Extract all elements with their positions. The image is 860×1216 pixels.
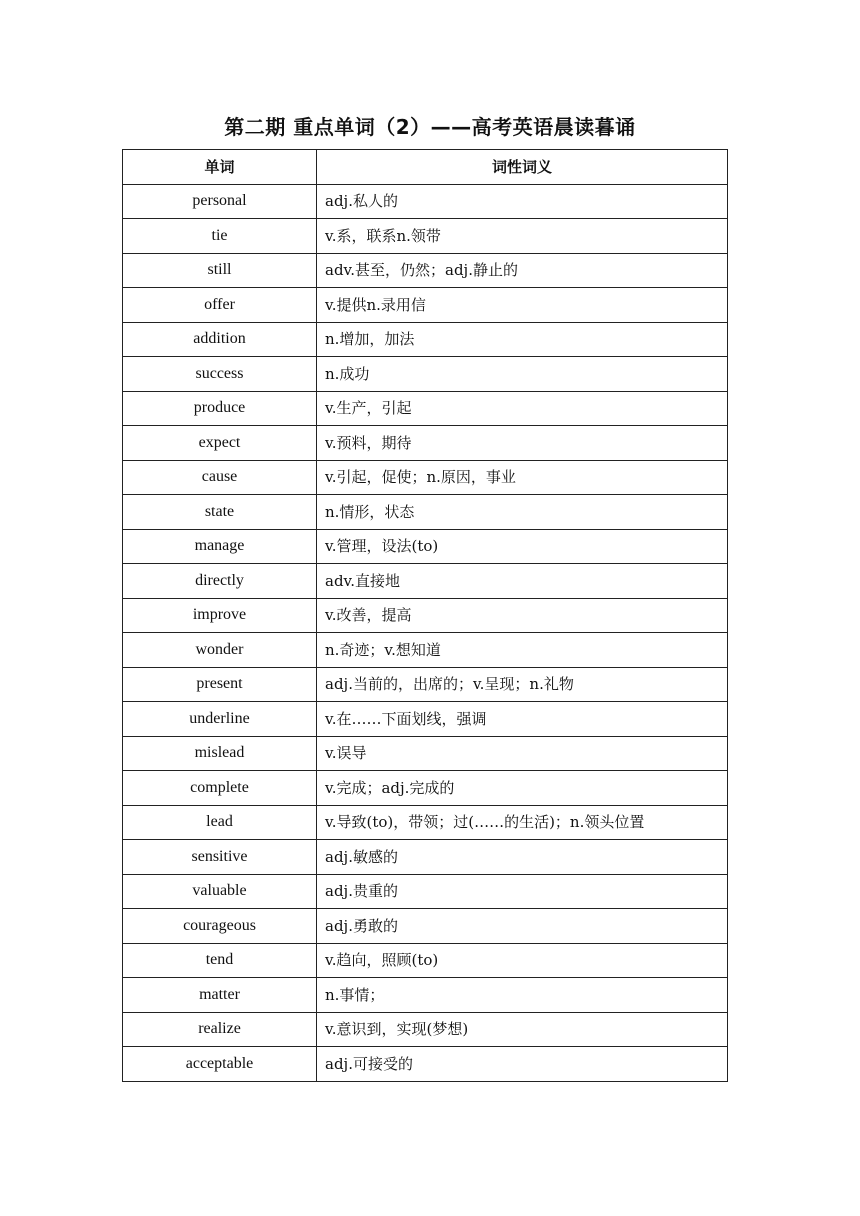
table-row xyxy=(123,564,728,599)
meaning-cell: adj.敏感的 xyxy=(317,840,728,875)
meaning-cell: n.增加，加法 xyxy=(317,322,728,357)
meaning-cell: v.系，联系n.领带 xyxy=(317,219,728,254)
word-cell: acceptable xyxy=(123,1047,317,1082)
table-row xyxy=(123,805,728,840)
word-cell: addition xyxy=(123,322,317,357)
word-cell: state xyxy=(123,495,317,530)
word-cell: improve xyxy=(123,598,317,633)
meaning-cell: n.情形，状态 xyxy=(317,495,728,530)
table-row xyxy=(123,322,728,357)
word-cell: offer xyxy=(123,288,317,323)
word-cell: lead xyxy=(123,805,317,840)
table-row xyxy=(123,633,728,668)
word-cell: valuable xyxy=(123,874,317,909)
table-row xyxy=(123,667,728,702)
header-word: 单词 xyxy=(123,150,317,185)
table-row xyxy=(123,357,728,392)
word-cell: expect xyxy=(123,426,317,461)
meaning-cell: v.改善，提高 xyxy=(317,598,728,633)
table-row xyxy=(123,288,728,323)
word-cell: personal xyxy=(123,184,317,219)
table-row xyxy=(123,840,728,875)
table-row xyxy=(123,184,728,219)
table-row xyxy=(123,978,728,1013)
meaning-cell: adv.甚至，仍然；adj.静止的 xyxy=(317,253,728,288)
meaning-cell: adj.贵重的 xyxy=(317,874,728,909)
meaning-cell: adj.可接受的 xyxy=(317,1047,728,1082)
meaning-cell: adj.私人的 xyxy=(317,184,728,219)
table-row xyxy=(123,460,728,495)
meaning-cell: adj.勇敢的 xyxy=(317,909,728,944)
word-cell: still xyxy=(123,253,317,288)
page-title: 第二期 重点单词（2）——高考英语晨读暮诵 xyxy=(224,115,636,139)
word-cell: directly xyxy=(123,564,317,599)
meaning-cell: v.意识到，实现(梦想) xyxy=(317,1012,728,1047)
table-row xyxy=(123,874,728,909)
word-cell: produce xyxy=(123,391,317,426)
word-cell: tie xyxy=(123,219,317,254)
word-cell: complete xyxy=(123,771,317,806)
meaning-cell: v.在……下面划线，强调 xyxy=(317,702,728,737)
word-cell: wonder xyxy=(123,633,317,668)
meaning-cell: v.引起，促使；n.原因，事业 xyxy=(317,460,728,495)
word-cell: realize xyxy=(123,1012,317,1047)
meaning-cell: adv.直接地 xyxy=(317,564,728,599)
table-row xyxy=(123,391,728,426)
word-cell: mislead xyxy=(123,736,317,771)
table-row xyxy=(123,909,728,944)
table-row xyxy=(123,702,728,737)
table-row xyxy=(123,736,728,771)
meaning-cell: n.成功 xyxy=(317,357,728,392)
meaning-cell: v.导致(to)，带领；过(……的生活)；n.领头位置 xyxy=(317,805,728,840)
meaning-cell: v.完成；adj.完成的 xyxy=(317,771,728,806)
meaning-cell: adj.当前的，出席的；v.呈现；n.礼物 xyxy=(317,667,728,702)
meaning-cell: v.误导 xyxy=(317,736,728,771)
word-cell: courageous xyxy=(123,909,317,944)
word-cell: underline xyxy=(123,702,317,737)
table-row xyxy=(123,426,728,461)
table-row xyxy=(123,771,728,806)
table-row xyxy=(123,495,728,530)
word-cell: manage xyxy=(123,529,317,564)
table-row xyxy=(123,1012,728,1047)
meaning-cell: v.提供n.录用信 xyxy=(317,288,728,323)
word-cell: matter xyxy=(123,978,317,1013)
word-cell: sensitive xyxy=(123,840,317,875)
table-row xyxy=(123,598,728,633)
table-row xyxy=(123,253,728,288)
meaning-cell: v.管理，设法(to) xyxy=(317,529,728,564)
word-cell: cause xyxy=(123,460,317,495)
table-row xyxy=(123,1047,728,1082)
word-cell: success xyxy=(123,357,317,392)
table-row xyxy=(123,219,728,254)
table-header-row xyxy=(123,150,728,185)
vocabulary-table xyxy=(122,149,728,1082)
word-cell: tend xyxy=(123,943,317,978)
meaning-cell: v.预料，期待 xyxy=(317,426,728,461)
meaning-cell: n.事情； xyxy=(317,978,728,1013)
table-row xyxy=(123,529,728,564)
meaning-cell: v.生产，引起 xyxy=(317,391,728,426)
table-row xyxy=(123,943,728,978)
word-cell: present xyxy=(123,667,317,702)
meaning-cell: n.奇迹；v.想知道 xyxy=(317,633,728,668)
table-body xyxy=(123,184,728,1081)
meaning-cell: v.趋向，照顾(to) xyxy=(317,943,728,978)
header-meaning: 词性词义 xyxy=(317,150,728,185)
